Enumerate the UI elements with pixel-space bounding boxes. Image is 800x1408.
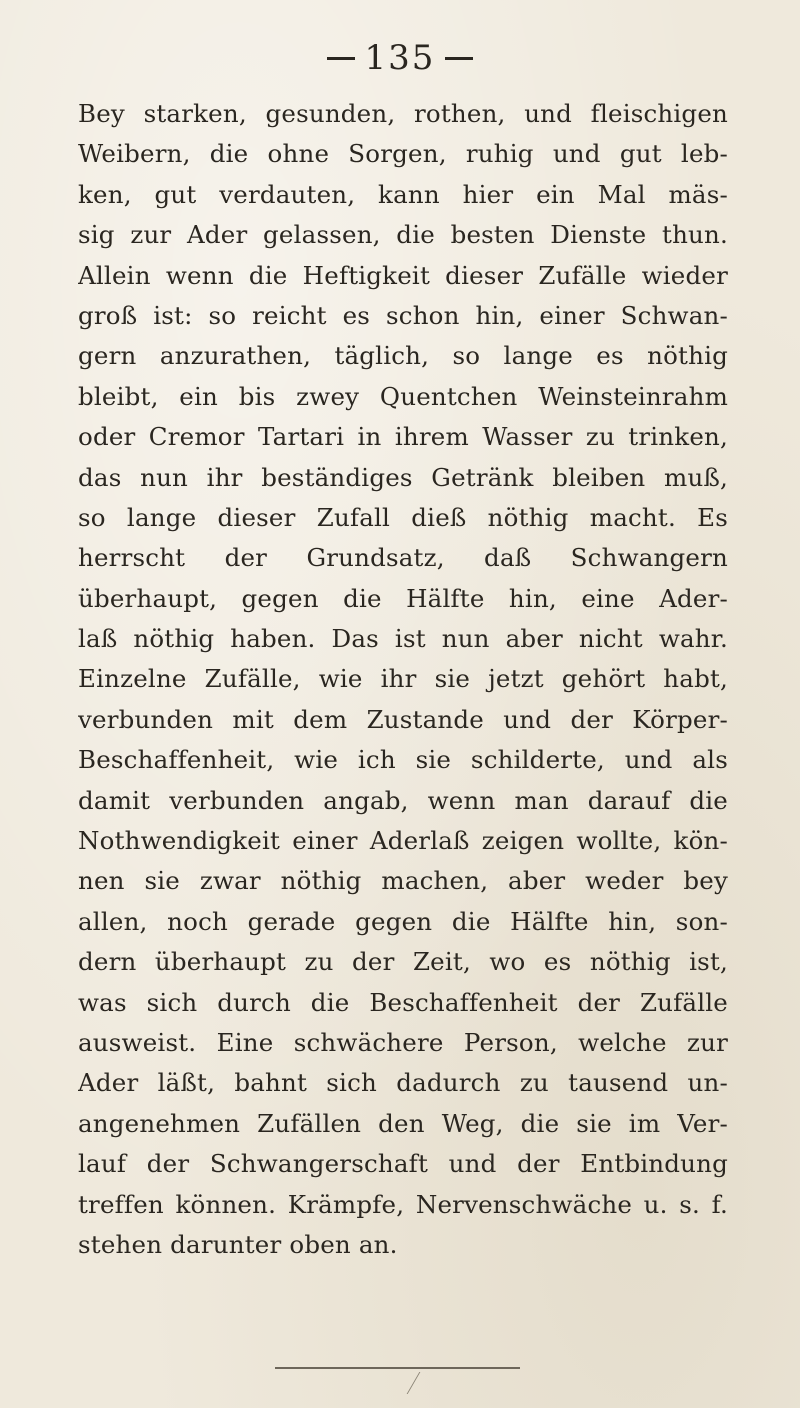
header-dash-right — [445, 57, 473, 60]
text-line: ausweist. Eine schwächere Person, welche zur — [78, 1027, 728, 1057]
text-line: ken, gut verdauten, kann hier ein Mal mäs- — [78, 179, 728, 209]
text-line: Beschaffenheit, wie ich sie schilderte, und als — [78, 745, 728, 775]
text-line: das nun ihr beständiges Getränk bleiben muß, — [78, 462, 728, 492]
text-line: Nothwendigkeit einer Aderlaß zeigen wollte, kön- — [78, 826, 728, 856]
text-line: laß nöthig haben. Das ist nun aber nicht wahr. — [78, 624, 728, 654]
text-line: herrscht der Grundsatz, daß Schwangern — [78, 543, 728, 573]
body-text — [78, 94, 728, 1265]
text-line: oder Cremor Tartari in ihrem Wasser zu trinken, — [78, 422, 728, 452]
text-line: dern überhaupt zu der Zeit, wo es nöthig ist, — [78, 947, 728, 977]
text-line: groß ist: so reicht es schon hin, einer Schwan- — [78, 300, 728, 330]
text-line: nen sie zwar nöthig machen, aber weder bey — [78, 866, 728, 896]
page-number: 135 — [364, 38, 436, 78]
text-line: treffen können. Krämpfe, Nervenschwäche u. s. f. — [78, 1189, 728, 1219]
text-line: Ader läßt, bahnt sich dadurch zu tausend un- — [78, 1068, 728, 1098]
text-line: damit verbunden angab, wenn man darauf die — [78, 785, 728, 815]
text-line: Weibern, die ohne Sorgen, ruhig und gut leb- — [78, 139, 728, 169]
header-dash-left — [327, 57, 355, 60]
text-line: Bey starken, gesunden, rothen, und fleischigen — [78, 99, 728, 128]
text-line: Einzelne Zufälle, wie ihr sie jetzt gehört habt, — [78, 664, 728, 694]
text-line: überhaupt, gegen die Hälfte hin, eine Ader- — [78, 583, 728, 613]
text-line-last: stehen darunter oben an. — [78, 1229, 398, 1259]
text-line: gern anzurathen, täglich, so lange es nöthig — [78, 341, 728, 371]
text-line: so lange dieser Zufall dieß nöthig macht. Es — [78, 502, 728, 532]
text-line: sig zur Ader gelassen, die besten Dienste thun. — [78, 220, 728, 250]
ink-mark — [407, 1372, 433, 1394]
page-header — [0, 36, 800, 78]
text-line: allen, noch gerade gegen die Hälfte hin, son- — [78, 906, 728, 936]
text-line: angenehmen Zufällen den Weg, die sie im Ver- — [78, 1108, 728, 1138]
text-line: bleibt, ein bis zwey Quentchen Weinsteinrahm — [78, 381, 728, 411]
text-line: lauf der Schwangerschaft und der Entbindung — [78, 1149, 728, 1179]
text-line: verbunden mit dem Zustande und der Körper- — [78, 704, 728, 734]
end-rule — [275, 1367, 520, 1369]
text-line: Allein wenn die Heftigkeit dieser Zufälle wieder — [78, 260, 728, 290]
text-line: was sich durch die Beschaffenheit der Zufälle — [78, 987, 728, 1017]
